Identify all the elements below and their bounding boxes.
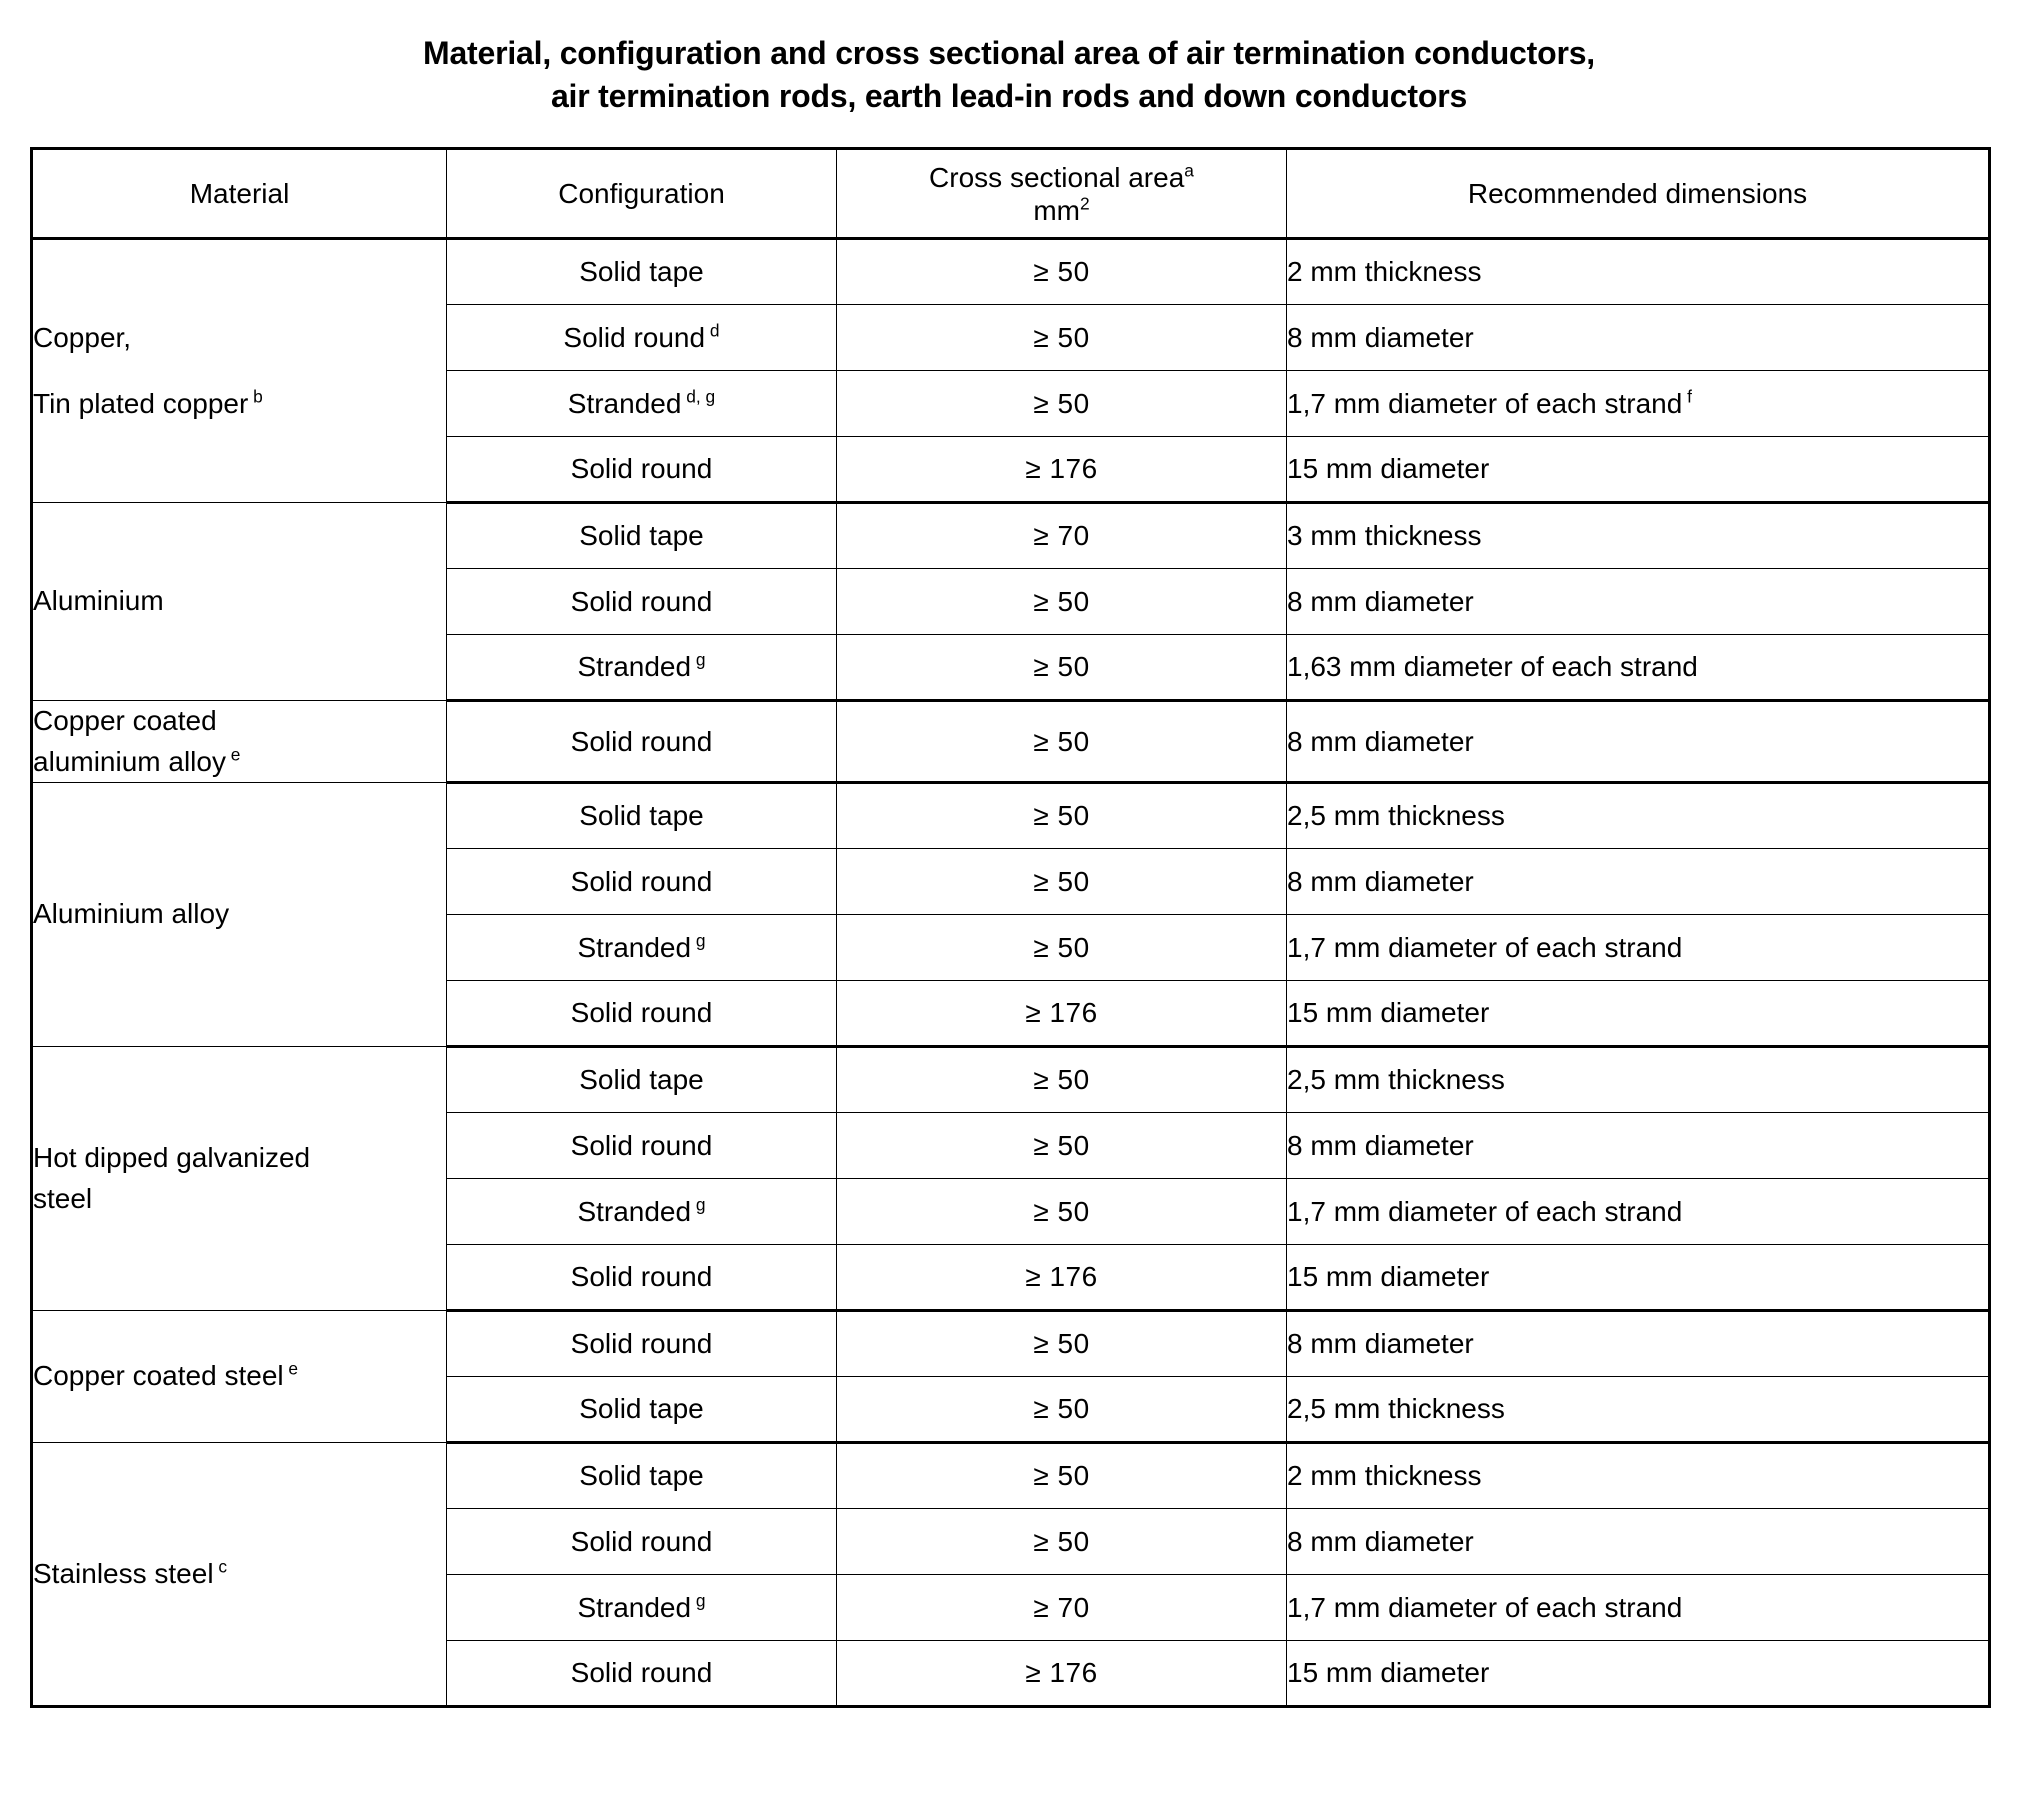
- cell-cross-sectional-area: ≥ 176: [837, 1641, 1287, 1707]
- footnote-marker: e: [283, 1359, 299, 1380]
- cell-recommended-dimensions: 2 mm thickness: [1287, 1443, 1990, 1509]
- footnote-marker: f: [1682, 386, 1692, 407]
- material-line: Stainless steel $^c$: [33, 1556, 228, 1589]
- cell-material: [32, 239, 447, 503]
- cell-cross-sectional-area: ≥ 50: [837, 239, 1287, 305]
- cell-cross-sectional-area: ≥ 176: [837, 437, 1287, 503]
- page-title: [0, 0, 2018, 117]
- cell-cross-sectional-area: ≥ 50: [837, 1113, 1287, 1179]
- cell-configuration: Solid round: [447, 981, 837, 1047]
- cell-recommended-dimensions: 8 mm diameter: [1287, 701, 1990, 783]
- cell-cross-sectional-area: ≥ 50: [837, 1179, 1287, 1245]
- cell-configuration: Solid round: [447, 1245, 837, 1311]
- cell-cross-sectional-area: ≥ 50: [837, 1047, 1287, 1113]
- cell-cross-sectional-area: ≥ 50: [837, 1377, 1287, 1443]
- footnote-marker: e: [225, 744, 241, 765]
- specification-table: [30, 147, 1991, 1708]
- cell-cross-sectional-area: ≥ 50: [837, 635, 1287, 701]
- cell-recommended-dimensions: 15 mm diameter: [1287, 981, 1990, 1047]
- cell-configuration: Solid round: [447, 1509, 837, 1575]
- footnote-marker-a: a: [1184, 160, 1194, 181]
- cell-configuration: Solid tape: [447, 1443, 837, 1509]
- footnote-marker: b: [248, 386, 263, 407]
- cell-cross-sectional-area: ≥ 70: [837, 1575, 1287, 1641]
- column-header-material: Material: [32, 149, 447, 239]
- cell-cross-sectional-area: ≥ 50: [837, 701, 1287, 783]
- page-title-line-1: Material, configuration and cross sectional area of air termination conductors,: [422, 35, 1595, 71]
- table-row: [32, 503, 1990, 569]
- cell-configuration: Stranded $^g$: [447, 1179, 837, 1245]
- cell-cross-sectional-area: ≥ 50: [837, 915, 1287, 981]
- column-header-cross-sectional-area: [837, 149, 1287, 239]
- cell-material: [32, 1311, 447, 1443]
- cell-configuration: Solid round: [447, 1113, 837, 1179]
- material-line: Aluminium alloy: [33, 898, 230, 930]
- footnote-marker: g: [691, 930, 706, 951]
- cell-cross-sectional-area: ≥ 176: [837, 981, 1287, 1047]
- table-container: [0, 147, 2018, 1708]
- material-line: aluminium alloy $^e$: [33, 744, 241, 777]
- cell-configuration: Solid round: [447, 1311, 837, 1377]
- cell-recommended-dimensions: 8 mm diameter: [1287, 569, 1990, 635]
- cell-recommended-dimensions: 2 mm thickness: [1287, 239, 1990, 305]
- table-row: [32, 1443, 1990, 1509]
- cell-cross-sectional-area: ≥ 50: [837, 1509, 1287, 1575]
- cell-recommended-dimensions: 15 mm diameter: [1287, 1641, 1990, 1707]
- cell-recommended-dimensions: 8 mm diameter: [1287, 1509, 1990, 1575]
- page-title-line-2: air termination rods, earth lead-in rods and down conductors: [550, 77, 1468, 114]
- cell-cross-sectional-area: ≥ 50: [837, 783, 1287, 849]
- column-header-configuration: Configuration: [447, 149, 837, 239]
- cell-cross-sectional-area: ≥ 50: [837, 1311, 1287, 1377]
- material-line: Tin plated copper $^b$: [33, 386, 263, 420]
- cell-recommended-dimensions: 15 mm diameter: [1287, 437, 1990, 503]
- header-row: [32, 149, 1990, 239]
- cell-material: [32, 1443, 447, 1707]
- cell-configuration: Solid round: [447, 701, 837, 783]
- cell-configuration: Stranded $^{d, g}$: [447, 371, 837, 437]
- cell-recommended-dimensions: 1,7 mm diameter of each strand: [1287, 1575, 1990, 1641]
- cell-cross-sectional-area: ≥ 50: [837, 1443, 1287, 1509]
- cell-configuration: Solid round: [447, 849, 837, 915]
- cell-material: [32, 783, 447, 1047]
- cell-cross-sectional-area: ≥ 176: [837, 1245, 1287, 1311]
- cell-configuration: Solid tape: [447, 783, 837, 849]
- column-header-recommended-dimensions: Recommended dimensions: [1287, 149, 1990, 239]
- footnote-marker: c: [213, 1556, 228, 1577]
- material-line: Copper coated: [33, 705, 217, 737]
- cell-configuration: Stranded $^g$: [447, 1575, 837, 1641]
- cell-configuration: Solid round: [447, 1641, 837, 1707]
- material-line: steel: [33, 1182, 93, 1214]
- material-line: Aluminium: [33, 585, 164, 617]
- cell-recommended-dimensions: 2,5 mm thickness: [1287, 1377, 1990, 1443]
- footnote-marker: d, g: [681, 386, 716, 407]
- cell-configuration: Solid tape: [447, 1047, 837, 1113]
- cell-recommended-dimensions: 8 mm diameter: [1287, 1113, 1990, 1179]
- cell-recommended-dimensions: 1,7 mm diameter of each strand: [1287, 915, 1990, 981]
- footnote-marker: g: [691, 649, 706, 670]
- table-row: [32, 239, 1990, 305]
- cell-configuration: Solid round $^d$: [447, 305, 837, 371]
- footnote-marker: g: [691, 1590, 706, 1611]
- cell-cross-sectional-area: ≥ 50: [837, 305, 1287, 371]
- cell-material: [32, 701, 447, 783]
- unit-exponent: 2: [1080, 193, 1090, 214]
- cell-recommended-dimensions: 15 mm diameter: [1287, 1245, 1990, 1311]
- cell-configuration: Solid tape: [447, 239, 837, 305]
- cell-configuration: Solid tape: [447, 503, 837, 569]
- material-line: Copper coated steel $^e$: [33, 1359, 299, 1392]
- cell-recommended-dimensions: 1,7 mm diameter of each strand: [1287, 1179, 1990, 1245]
- cell-configuration: Solid tape: [447, 1377, 837, 1443]
- table-body: [32, 239, 1990, 1707]
- table-row: [32, 701, 1990, 783]
- cell-cross-sectional-area: ≥ 50: [837, 569, 1287, 635]
- material-line-spacer: [33, 358, 446, 384]
- cell-configuration: Stranded $^g$: [447, 915, 837, 981]
- table-row: [32, 783, 1990, 849]
- table-header: [32, 149, 1990, 239]
- cell-material: [32, 1047, 447, 1311]
- column-header-area-text: Cross sectional area: [929, 161, 1185, 193]
- cell-recommended-dimensions: 1,63 mm diameter of each strand: [1287, 635, 1990, 701]
- cell-configuration: Stranded $^g$: [447, 635, 837, 701]
- cell-cross-sectional-area: ≥ 70: [837, 503, 1287, 569]
- cell-recommended-dimensions: 8 mm diameter: [1287, 305, 1990, 371]
- cell-recommended-dimensions: 8 mm diameter: [1287, 849, 1990, 915]
- material-line: Copper,: [33, 321, 132, 353]
- table-row: [32, 1047, 1990, 1113]
- cell-recommended-dimensions: 2,5 mm thickness: [1287, 783, 1990, 849]
- cell-cross-sectional-area: ≥ 50: [837, 371, 1287, 437]
- cell-cross-sectional-area: ≥ 50: [837, 849, 1287, 915]
- cell-recommended-dimensions: 3 mm thickness: [1287, 503, 1990, 569]
- cell-recommended-dimensions: 1,7 mm diameter of each strand $^f$: [1287, 371, 1990, 437]
- cell-recommended-dimensions: 2,5 mm thickness: [1287, 1047, 1990, 1113]
- footnote-marker: g: [691, 1194, 706, 1215]
- cell-configuration: Solid round: [447, 569, 837, 635]
- cell-material: [32, 503, 447, 701]
- table-row: [32, 1311, 1990, 1377]
- cell-recommended-dimensions: 8 mm diameter: [1287, 1311, 1990, 1377]
- material-line: Hot dipped galvanized: [33, 1142, 311, 1174]
- cell-configuration: Solid round: [447, 437, 837, 503]
- column-header-area-unit: mm: [1033, 194, 1080, 226]
- footnote-marker: d: [705, 320, 720, 341]
